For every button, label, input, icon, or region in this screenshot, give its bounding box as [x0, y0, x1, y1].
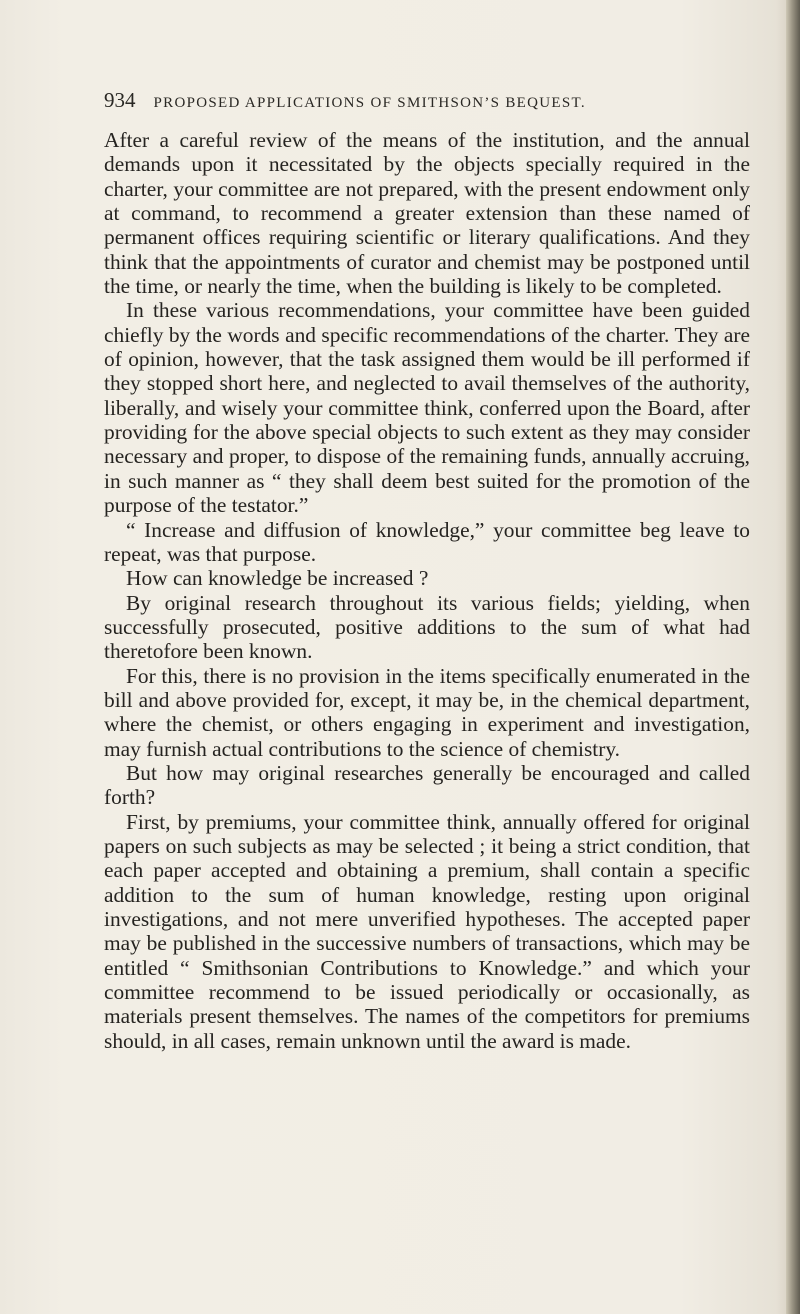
running-title: PROPOSED APPLICATIONS OF SMITHSON’S BEQUEST. — [153, 95, 586, 111]
paragraph: “ Increase and diffusion of knowledge,” your committee beg leave to repeat, was that purpose. — [104, 517, 750, 566]
paragraph: In these various recommendations, your committee have been guided chiefly by the words and specific recommendations of the charter. They are of opinion, however, that the task assigned them would be ill performed if they stopped short here, and neglected to avail themselves of the authority, liberally, and wisely your committee think, conferred upon the Board, after providing for the above special objects to such extent as they may consider necessary and proper, to dispose of the remaining funds, annually accruing, in such manner as “ they shall deem best suited for the promotion of the purpose of the testator.” — [104, 298, 750, 518]
paragraph: For this, there is no provision in the items specifically enumerated in the bill and above provided for, except, it may be, in the chemical department, where the chemist, or others engaging in experiment and investigation, may furnish actual contributions to the science of chemistry. — [104, 663, 750, 761]
running-header — [104, 88, 744, 113]
paragraph: But how may original researches generally be encouraged and called forth? — [104, 760, 750, 810]
paragraph: First, by premiums, your committee think, annually offered for original papers on such subjects as may be selected ; it being a strict condition, that each paper accepted and obtaining a premium, shall contain a specific addition to the sum of human knowledge, resting upon original investigations, and not mere unverified hypotheses. The accepted paper may be published in the successive numbers of transactions, which may be entitled “ Smithsonian Contributions to Knowledge.” and which your committee recommend to be issued periodically or occasionally, as materials present themselves. The names of the competitors for premiums should, in all cases, remain unknown until the award is made. — [104, 809, 750, 1053]
paragraph: By original research throughout its various fields; yielding, when successfully prosecuted, positive additions to the sum of what had theretofore been known. — [104, 590, 750, 664]
page-edge-shadow — [786, 0, 800, 1314]
page-number: 934 — [104, 88, 136, 112]
body-text — [104, 128, 750, 1053]
paragraph: After a careful review of the means of the institution, and the annual demands upon it necessitated by the objects specially required in the charter, your committee are not prepared, with the present endowment only at command, to recommend a greater extension than these named of permanent offices requiring scientific or literary qualifications. And they think that the appointments of curator and chemist may be postponed until the time, or nearly the time, when the building is likely to be completed. — [104, 128, 750, 299]
paragraph: How can knowledge be increased ? — [126, 566, 429, 591]
